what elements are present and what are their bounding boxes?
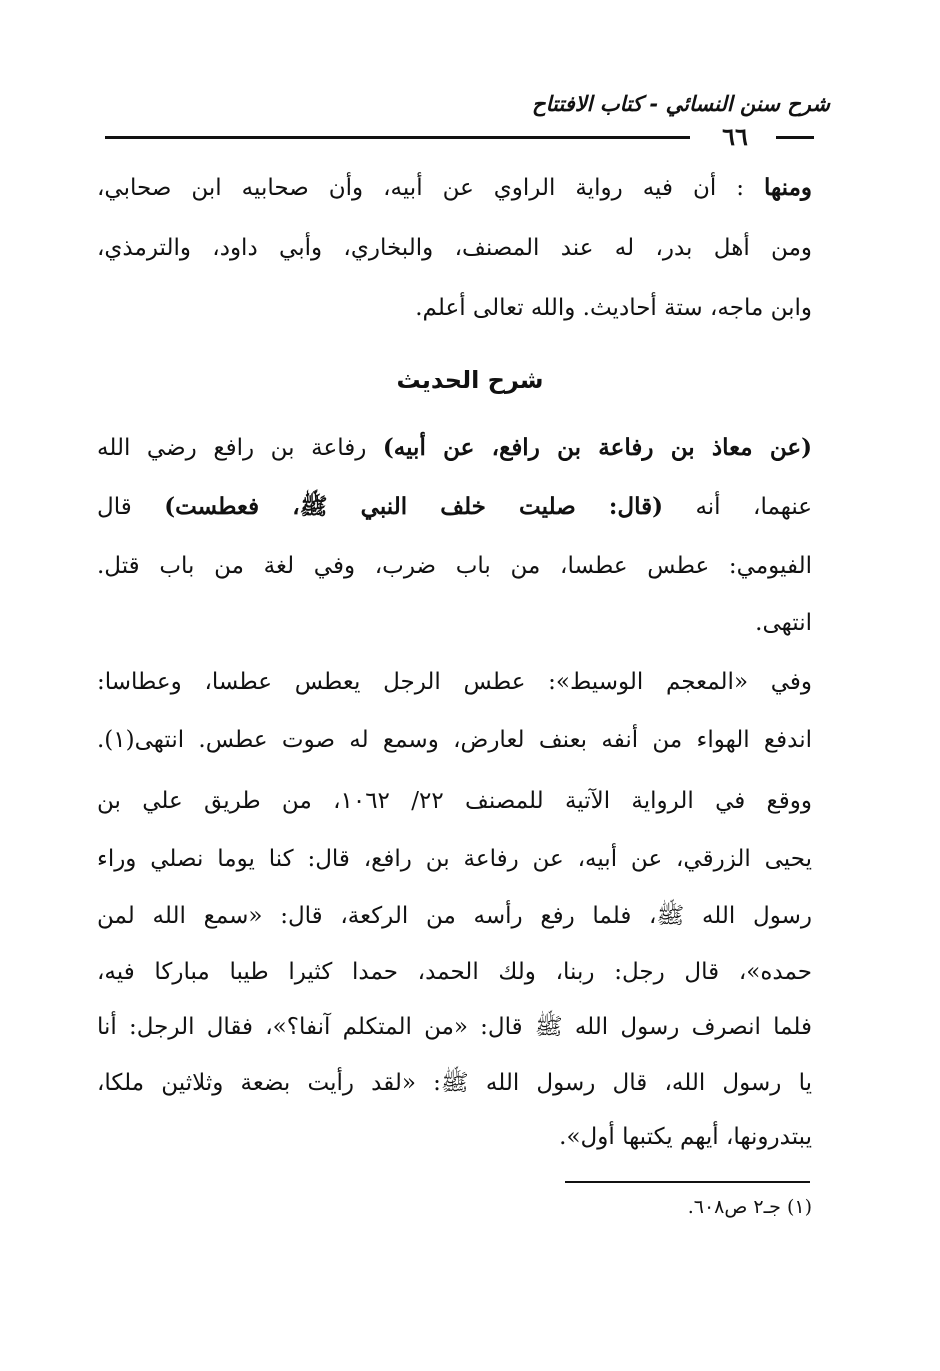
footnote-rule	[565, 1181, 810, 1183]
header-rule	[105, 136, 690, 139]
paragraph-4-line-6: يا رسول الله، قال رسول الله ﷺ: «لقد رأيت بضعة وثلاثين ملكا،	[97, 1070, 812, 1096]
paragraph-4-line-5: فلما انصرف رسول الله ﷺ قال: «من المتكلم آنفا؟»، فقال الرجل: أنا	[97, 1014, 812, 1040]
hadith-matn-bold: (قال: صليت خلف النبي ﷺ، فعطست)	[164, 493, 663, 520]
paragraph-3-line-2: اندفع الهواء من أنفه بعنف لعارض، وسمع له صوت عطس. انتهى(١).	[97, 727, 812, 753]
paragraph-4-line-4: حمده»، قال رجل: ربنا، ولك الحمد، حمدا كثيرا طيبا مباركا فيه،	[97, 959, 812, 985]
paragraph-2-line-3: الفيومي: عطس عطسا، من باب ضرب، وفي لغة من باب قتل.	[97, 553, 812, 579]
hadith-isnad-bold: (عن معاذ بن رفاعة بن رافع، عن أبيه)	[382, 434, 812, 461]
page-number: ٦٦	[722, 122, 748, 151]
paragraph-4-line-7: يبتدرونها، أيهم يكتبها أول».	[559, 1124, 812, 1150]
line-text: عنهما، أنه	[695, 494, 813, 520]
paragraph-2-line-1	[97, 428, 812, 468]
paragraph-3-line-1: وفي «المعجم الوسيط»: عطس الرجل يعطس عطسا، وعطاسا:	[97, 669, 812, 695]
line-text: قال	[97, 494, 132, 520]
paragraph-4-line-3: رسول الله ﷺ، فلما رفع رأسه من الركعة، قال: «سمع الله لمن	[97, 903, 812, 929]
paragraph-1-line-1	[97, 168, 812, 208]
footnote: (١) جـ٢ ص٦٠٨.	[687, 1196, 812, 1218]
paragraph-2-line-2	[97, 487, 812, 527]
line-text: : أن فيه رواية الراوي عن أبيه، وأن صحابيه ابن صحابي،	[97, 175, 745, 201]
paragraph-2-line-4: انتهى.	[755, 610, 812, 636]
paragraph-4-line-2: يحيى الزرقي، عن أبيه، عن رفاعة بن رافع، قال: كنا يوما نصلي وراء	[97, 846, 812, 872]
running-title: شرح سنن النسائي - كتاب الافتتاح	[532, 92, 830, 116]
bold-lead-word: ومنها	[764, 174, 812, 201]
line-text: رفاعة بن رافع رضي الله	[97, 435, 367, 461]
paragraph-4-line-1: ووقع في الرواية الآتية للمصنف ٢٢/ ١٠٦٢، من طريق علي بن	[97, 788, 812, 814]
paragraph-1-line-2: ومن أهل بدر، له عند المصنف، والبخاري، وأبي داود، والترمذي،	[97, 235, 812, 261]
paragraph-1-line-3: وابن ماجه، ستة أحاديث. والله تعالى أعلم.	[415, 295, 812, 321]
page-number-rule	[776, 136, 814, 139]
section-heading: شرح الحديث	[396, 366, 544, 394]
